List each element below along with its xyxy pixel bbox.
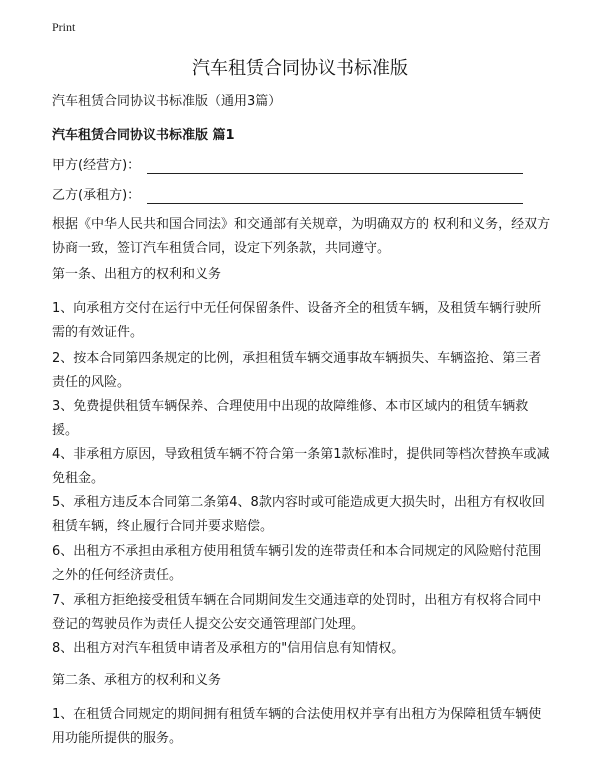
party-a-blank-line xyxy=(147,173,523,174)
article1-item: 1、向承租方交付在运行中无任何保留条件、设备齐全的租赁车辆，及租赁车辆行驶所需的有效证件。 xyxy=(52,301,542,340)
party-b-label: 乙方(承租方)： xyxy=(52,188,141,203)
print-link[interactable]: Print xyxy=(52,20,76,34)
article1-item: 7、承租方拒绝接受租赁车辆在合同期间发生交通违章的处罚时，出租方有权将合同中登记的驾驶员作为责任人提交公安交通管理部门处理。 xyxy=(52,593,542,632)
article2-heading: 第二条、承租方的权利和义务 xyxy=(52,673,222,688)
document-title: 汽车租赁合同协议书标准版 xyxy=(192,58,408,79)
party-b-blank-line xyxy=(147,203,523,204)
party-a-label: 甲方(经营方)： xyxy=(52,158,141,173)
article1-item: 5、承租方违反本合同第二条第4、8款内容时或可能造成更大损失时，出租方有权收回租赁车辆，终止履行合同并要求赔偿。 xyxy=(52,495,545,534)
article1-item: 6、出租方不承担由承租方使用租赁车辆引发的连带责任和本合同规定的风险赔付范围之外的任何经济责任。 xyxy=(52,544,542,583)
article2-item: 1、在租赁合同规定的期间拥有租赁车辆的合法使用权并享有出租方为保障租赁车辆使用功能所提供的服务。 xyxy=(52,707,542,746)
article1-item: 3、免费提供租赁车辆保养、合理使用中出现的故障维修、本市区域内的租赁车辆救援。 xyxy=(52,399,529,438)
article1-item: 4、非承租方原因，导致租赁车辆不符合第一条第1款标准时，提供同等档次替换车或减免租金。 xyxy=(52,447,550,486)
article1-item: 2、按本合同第四条规定的比例，承担租赁车辆交通事故车辆损失、车辆盗抢、第三者责任的风险。 xyxy=(52,351,542,390)
article1-heading: 第一条、出租方的权利和义务 xyxy=(52,267,222,282)
intro-paragraph: 根据《中华人民共和国合同法》和交通部有关规章，为明确双方的 权利和义务，经双方协商一致，签订汽车租赁合同，设定下列条款，共同遵守。 xyxy=(52,217,551,256)
document-subtitle: 汽车租赁合同协议书标准版（通用3篇） xyxy=(52,94,282,109)
section-heading: 汽车租赁合同协议书标准版 篇1 xyxy=(52,128,235,143)
article1-item: 8、出租方对汽车租赁申请者及承租方的"信用信息有知情权。 xyxy=(52,641,405,656)
